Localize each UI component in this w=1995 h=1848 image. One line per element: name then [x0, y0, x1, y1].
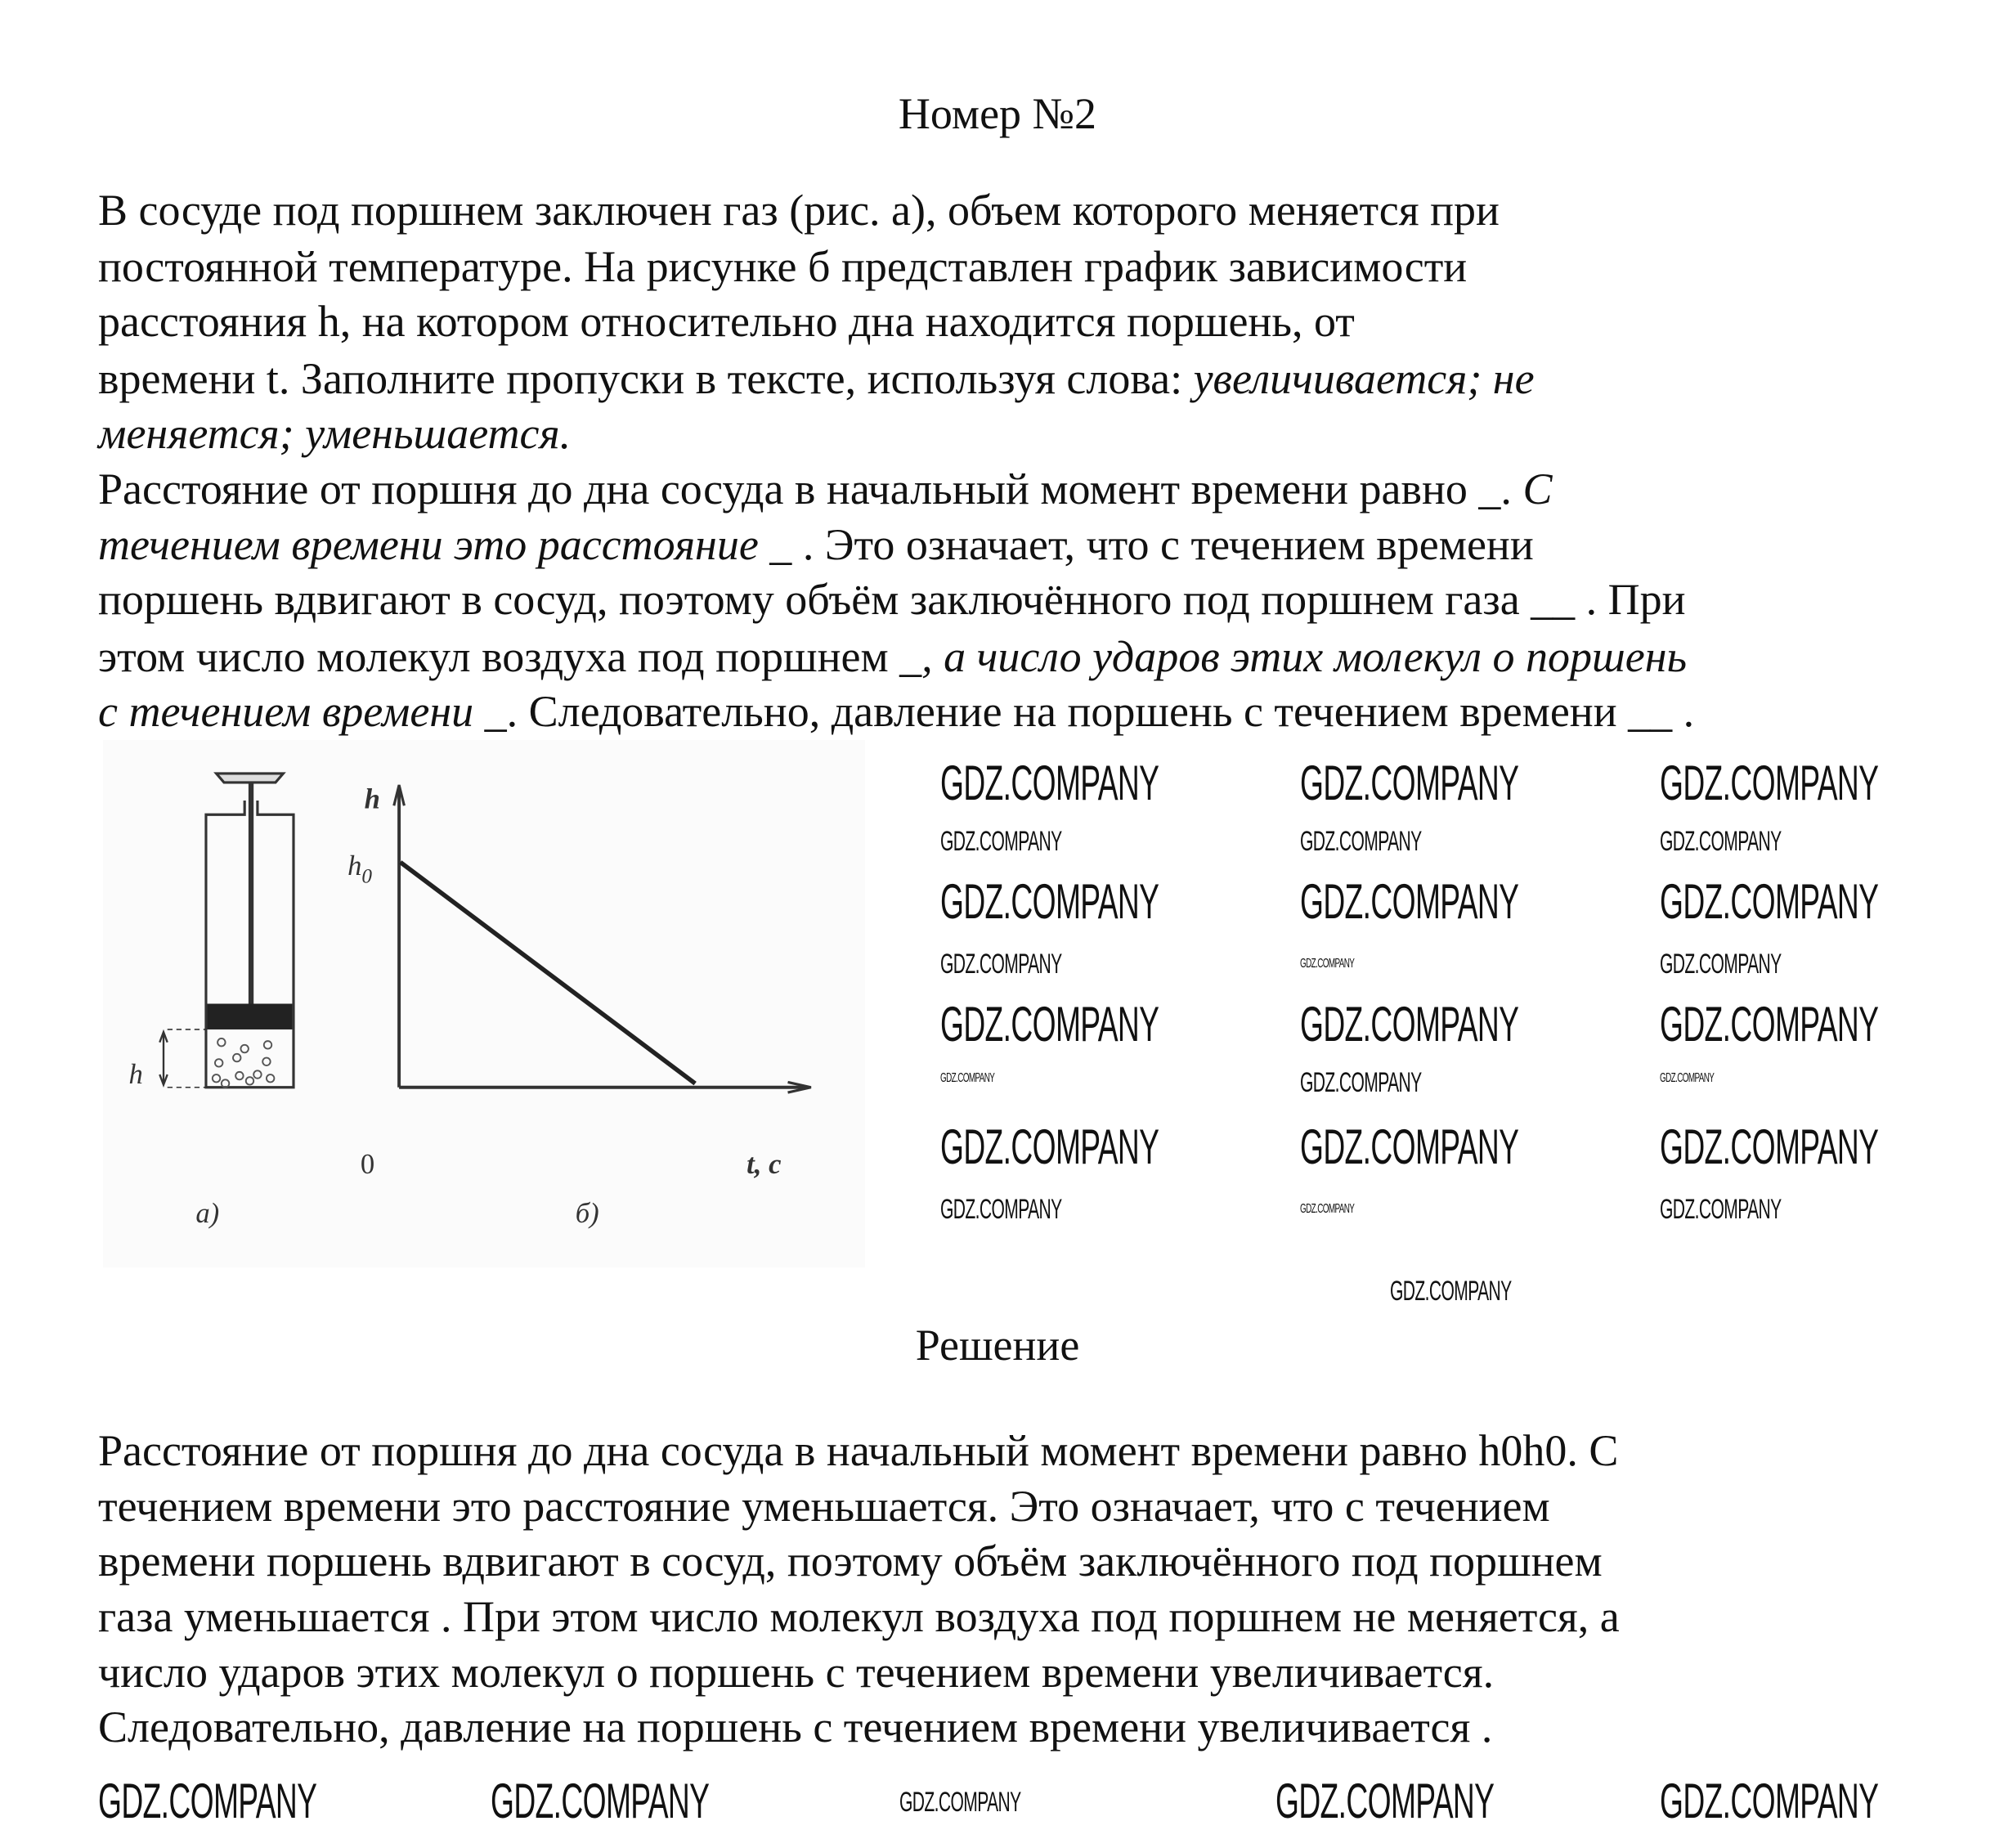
caption-b: б) [575, 1197, 599, 1229]
problem-line [98, 407, 571, 460]
solution-line: течением времени это расстояние уменьшается. Это означает, что с течением [98, 1482, 1550, 1531]
watermark: GDZ.COMPANY [1660, 826, 1782, 857]
h-axis-label: h [364, 783, 380, 815]
watermark: GDZ.COMPANY [1660, 1194, 1782, 1225]
solution-line: газа уменьшается . При этом число молекул воздуха под поршнем не меняется, а [98, 1592, 1620, 1641]
text: В сосуде под поршнем заключен газ (рис. а), объем которого меняется при [98, 186, 1500, 235]
watermark: GDZ.COMPANY [1300, 756, 1519, 810]
h0-subscript: 0 [361, 865, 373, 888]
watermark: GDZ.COMPANY [491, 1774, 710, 1828]
plunger-handle [217, 774, 284, 783]
watermark: GDZ.COMPANY [1300, 997, 1519, 1052]
watermark: GDZ.COMPANY [1660, 1119, 1879, 1174]
caption-a: а) [195, 1197, 220, 1229]
problem-line [98, 295, 1355, 348]
h-label: h [128, 1059, 143, 1091]
italic-words: меняется; уменьшается. [98, 409, 572, 458]
solution-line: число ударов этих молекул о поршень с течением времени увеличивается. [98, 1648, 1495, 1697]
watermark: GDZ.COMPANY [1300, 1067, 1422, 1098]
italic-text: С [1522, 464, 1553, 514]
text: поршень вдвигают в сосуд, поэтому объём заключённого под поршнем газа __ . При [98, 575, 1686, 624]
page-title: Номер №2 [898, 89, 1097, 138]
watermark: GDZ.COMPANY [1300, 957, 1355, 971]
watermark: GDZ.COMPANY [940, 874, 1159, 929]
watermark: GDZ.COMPANY [1660, 1774, 1879, 1828]
watermark: GDZ.COMPANY [1390, 1276, 1512, 1307]
watermark: GDZ.COMPANY [1660, 949, 1782, 980]
watermark: GDZ.COMPANY [1660, 1071, 1715, 1085]
watermark: GDZ.COMPANY [940, 1119, 1159, 1174]
problem-line [98, 518, 1534, 571]
watermark: GDZ.COMPANY [940, 826, 1062, 857]
watermark: GDZ.COMPANY [1660, 756, 1879, 810]
watermark: GDZ.COMPANY [940, 1071, 995, 1085]
watermark: GDZ.COMPANY [1300, 1119, 1519, 1174]
text: времени t. Заполните пропуски в тексте, используя слова: [98, 354, 1194, 403]
problem-line [98, 352, 1535, 405]
watermark: GDZ.COMPANY [98, 1774, 317, 1828]
italic-text: с течением времени _ [98, 687, 507, 736]
solution-title: Решение [915, 1321, 1080, 1370]
problem-line [98, 630, 1687, 683]
watermark: GDZ.COMPANY [1300, 1202, 1355, 1216]
watermark: GDZ.COMPANY [1660, 997, 1879, 1052]
problem-line [98, 240, 1467, 293]
watermark: GDZ.COMPANY [940, 997, 1159, 1052]
watermark: GDZ.COMPANY [1660, 874, 1879, 929]
watermark: GDZ.COMPANY [940, 756, 1159, 810]
watermark: GDZ.COMPANY [1300, 874, 1519, 929]
problem-line [98, 685, 1694, 738]
text: расстояния h, на котором относительно дна находится поршень, от [98, 297, 1355, 346]
watermark: GDZ.COMPANY [1300, 826, 1422, 857]
solution-line: Расстояние от поршня до дна сосуда в начальный момент времени равно h0h0. С [98, 1426, 1619, 1475]
text: . Это означает, что с течением времени [802, 520, 1534, 569]
t-axis-label: t, c [746, 1149, 782, 1181]
origin-label: 0 [360, 1149, 375, 1181]
solution-line: Следовательно, давление на поршень с течением времени увеличивается . [98, 1702, 1493, 1752]
watermark: GDZ.COMPANY [940, 1194, 1062, 1225]
solution-line: времени поршень вдвигают в сосуд, поэтому объём заключённого под поршнем [98, 1536, 1603, 1586]
italic-words: увеличивается; не [1193, 354, 1535, 403]
problem-line [98, 573, 1686, 626]
problem-line [98, 463, 1552, 515]
figure [103, 740, 865, 1267]
piston [208, 1004, 293, 1029]
watermark: GDZ.COMPANY [1275, 1774, 1495, 1828]
italic-text: , а число ударов этих молекул о поршень [921, 632, 1688, 681]
problem-line [98, 184, 1500, 236]
h0-h: h [347, 850, 362, 882]
text: Расстояние от поршня до дна сосуда в начальный момент времени равно _. [98, 464, 1523, 514]
watermark: GDZ.COMPANY [940, 949, 1062, 980]
text: постоянной температуре. На рисунке б представлен график зависимости [98, 242, 1468, 291]
italic-text: течением времени это расстояние _ [98, 520, 803, 569]
text: этом число молекул воздуха под поршнем _ [98, 632, 922, 681]
watermark: GDZ.COMPANY [899, 1787, 1021, 1818]
text: . Следовательно, давление на поршень с течением времени __ . [506, 687, 1695, 736]
